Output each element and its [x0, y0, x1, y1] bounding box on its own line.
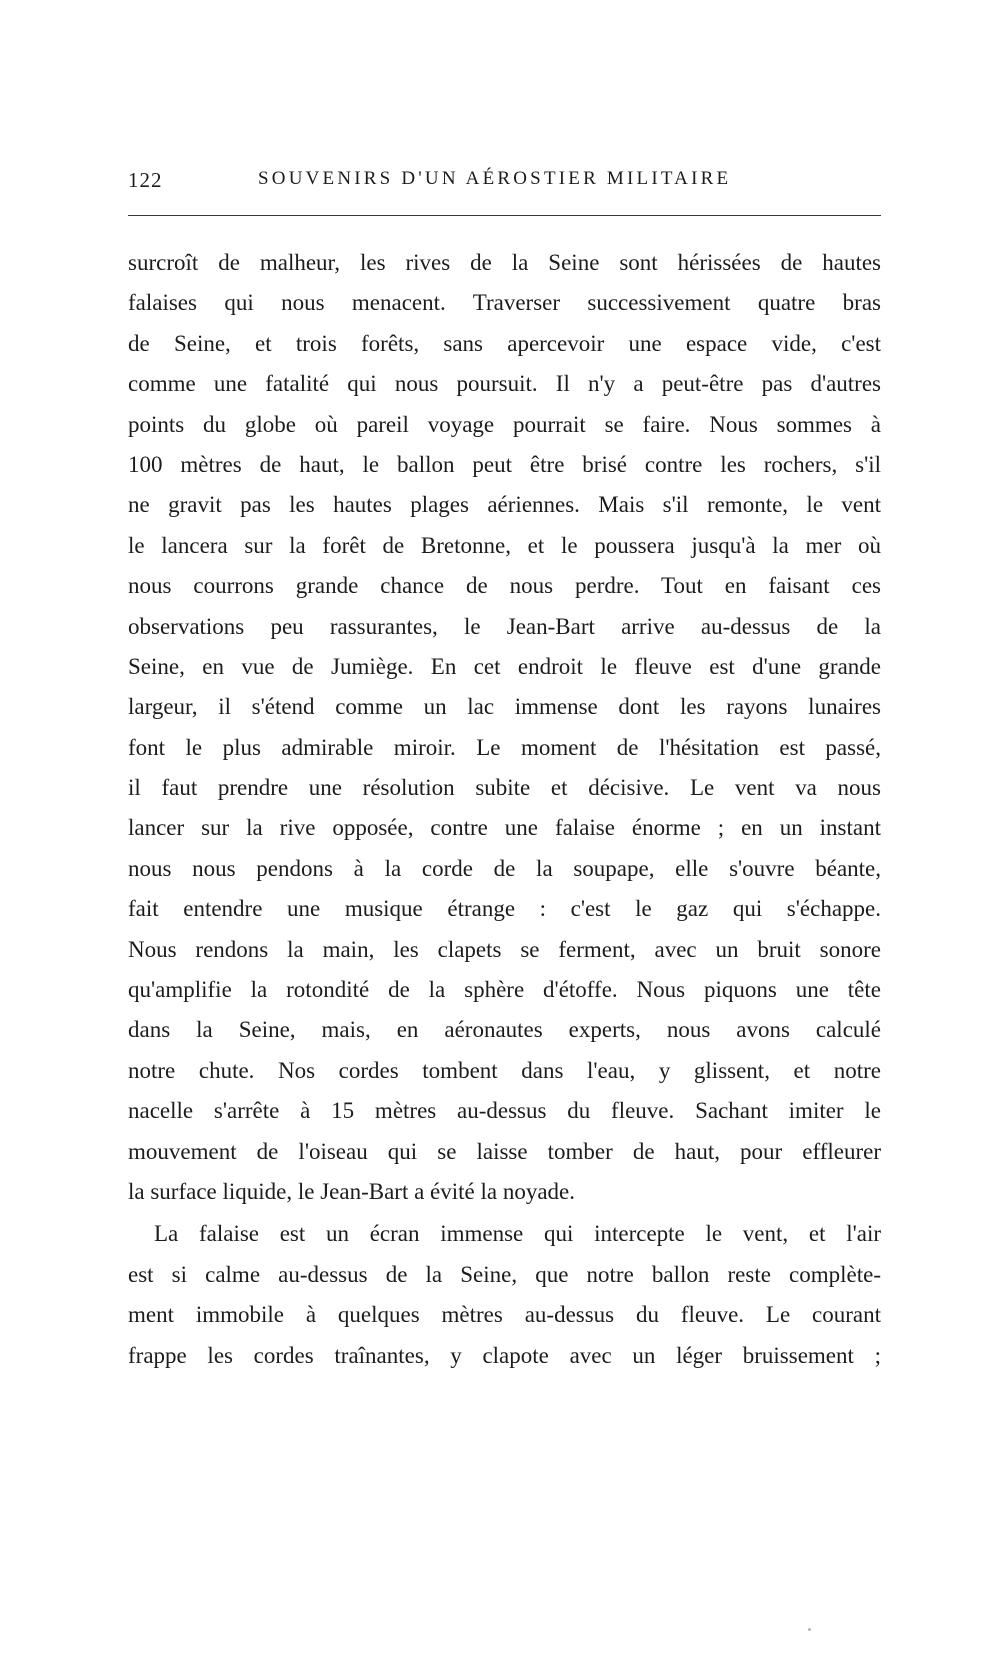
text-line: nacelle s'arrête à 15 mètres au-dessus du fleuve. Sachant imiter le — [128, 1098, 881, 1124]
page-number: 122 — [128, 168, 163, 192]
text-line: points du globe où pareil voyage pourrait se faire. Nous sommes à — [128, 411, 881, 437]
text-line: notre chute. Nos cordes tombent dans l'eau, y glissent, et notre — [128, 1057, 881, 1083]
paragraph-2 — [128, 1214, 881, 1376]
paragraph-1 — [128, 243, 881, 1212]
text-line: observations peu rassurantes, le Jean-Bart arrive au-dessus de la — [128, 613, 881, 639]
text-line: largeur, il s'étend comme un lac immense dont les rayons lunaires — [128, 694, 881, 720]
body-text — [128, 243, 881, 1376]
running-title: SOUVENIRS D'UN AÉROSTIER MILITAIRE — [258, 168, 732, 189]
text-line: dans la Seine, mais, en aéronautes experts, nous avons calculé — [128, 1017, 881, 1043]
running-head — [128, 168, 880, 198]
text-line: il faut prendre une résolution subite et décisive. Le vent va nous — [128, 775, 881, 801]
scan-speck — [808, 1628, 811, 1631]
text-line: frappe les cordes traînantes, y clapote avec un léger bruissement ; — [128, 1342, 881, 1368]
text-line: mouvement de l'oiseau qui se laisse tomber de haut, pour effleurer — [128, 1138, 881, 1164]
text-line: la surface liquide, le Jean-Bart a évité la noyade. — [128, 1178, 576, 1204]
text-line: falaises qui nous menacent. Traverser successivement quatre bras — [128, 290, 881, 316]
header-rule — [128, 215, 881, 216]
text-line: font le plus admirable miroir. Le moment de l'hésitation est passé, — [128, 734, 881, 760]
text-line: Seine, en vue de Jumiège. En cet endroit le fleuve est d'une grande — [128, 653, 881, 679]
text-line: le lancera sur la forêt de Bretonne, et le poussera jusqu'à la mer où — [128, 532, 881, 558]
text-line: ment immobile à quelques mètres au-dessus du fleuve. Le courant — [128, 1302, 881, 1328]
text-line: ne gravit pas les hautes plages aériennes. Mais s'il remonte, le vent — [128, 492, 881, 518]
text-line: lancer sur la rive opposée, contre une falaise énorme ; en un instant — [128, 815, 881, 841]
text-line: est si calme au-dessus de la Seine, que notre ballon reste complète- — [128, 1261, 881, 1287]
text-line: nous courrons grande chance de nous perdre. Tout en faisant ces — [128, 573, 881, 599]
text-line: nous nous pendons à la corde de la soupape, elle s'ouvre béante, — [128, 855, 881, 881]
text-line: comme une fatalité qui nous poursuit. Il n'y a peut-être pas d'autres — [128, 371, 881, 397]
text-line: Nous rendons la main, les clapets se ferment, avec un bruit sonore — [128, 936, 881, 962]
text-line: qu'amplifie la rotondité de la sphère d'étoffe. Nous piquons une tête — [128, 977, 881, 1003]
text-line: de Seine, et trois forêts, sans apercevoir une espace vide, c'est — [128, 330, 881, 356]
text-line: La falaise est un écran immense qui intercepte le vent, et l'air — [154, 1221, 881, 1247]
text-line: surcroît de malheur, les rives de la Seine sont hérissées de hautes — [128, 250, 881, 275]
text-line: fait entendre une musique étrange : c'est le gaz qui s'échappe. — [128, 896, 881, 922]
text-line: 100 mètres de haut, le ballon peut être brisé contre les rochers, s'il — [128, 451, 881, 477]
